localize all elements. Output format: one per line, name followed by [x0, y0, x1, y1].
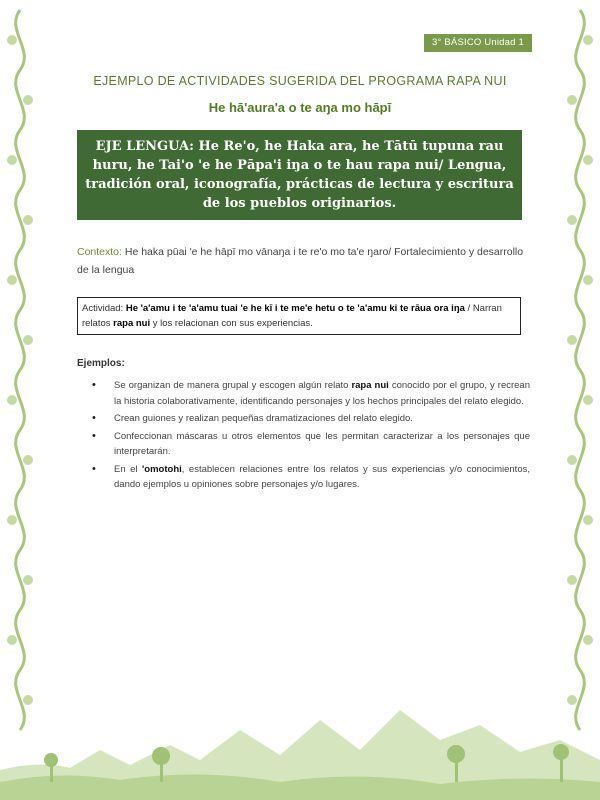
examples-title: Ejemplos:	[77, 358, 125, 369]
example-text: Crean guiones y realizan pequeñas dramatizaciones del relato elegido.	[114, 413, 413, 424]
example-text: Se organizan de manera grupal y escogen algún relato	[114, 380, 352, 391]
context-label: Contexto:	[77, 246, 122, 258]
axis-heading-box	[77, 130, 522, 220]
landscape-illustration	[0, 690, 600, 800]
axis-heading-text: EJE LENGUA: He Re'o, he Haka ara, he Tātū tupuna rau huru, he Tai'o 'e he Pāpa'i iŋa o te hau rapa nui/ Lengua, tradición oral, iconografía, prácticas de lectura y escritura de los pueblos originarios.	[85, 139, 514, 211]
page-subtitle: He hā'aura'a o te aŋa mo hāpī	[208, 100, 392, 115]
decorative-border-right	[560, 0, 600, 740]
list-item	[90, 462, 530, 493]
grade-unit-badge: 3° BÁSICO Unidad 1	[424, 34, 532, 52]
activity-box	[77, 297, 521, 335]
example-bold-term: 'omotohi	[142, 463, 182, 475]
list-item	[90, 429, 530, 460]
activity-label: Actividad:	[82, 303, 126, 314]
context-paragraph	[77, 243, 537, 279]
list-item	[90, 411, 530, 427]
activity-rapanui-text: He 'a'amu i te 'a'amu tuai 'e he kī i te me'e hetu o te 'a'amu ki te rāua ora iŋa	[125, 303, 465, 314]
example-text: conocido por el grupo, y recrean la historia colaborativamente, identificando personajes y los hechos principales del relato elegido.	[114, 380, 531, 407]
decorative-border-left	[0, 0, 40, 740]
context-text: He haka pūai 'e he hāpī mo vānaŋa i te re'o mo ta'e ŋaro/ Fortalecimiento y desarrollo de la lengua	[77, 246, 524, 276]
activity-separator: / Narran relatos	[82, 303, 502, 329]
example-bold-term: rapa nui	[351, 380, 389, 391]
example-text: Confeccionan máscaras u otros elementos que les permitan caracterizar a los personajes que interpretarán.	[114, 430, 530, 457]
examples-list	[90, 378, 530, 495]
example-text: , establecen relaciones entre los relatos y sus experiencias y/o conocimientos, dando ejemplos u opiniones sobre personajes y/o lugares.	[114, 463, 530, 490]
page-title: EJEMPLO DE ACTIVIDADES SUGERIDA DEL PROGRAMA RAPA NUI	[93, 74, 507, 88]
activity-rest: y los relacionan con sus experiencias.	[150, 318, 313, 329]
example-text: En el	[114, 463, 143, 475]
activity-rapa-nui-term: rapa nui	[113, 318, 151, 329]
list-item	[90, 378, 530, 409]
